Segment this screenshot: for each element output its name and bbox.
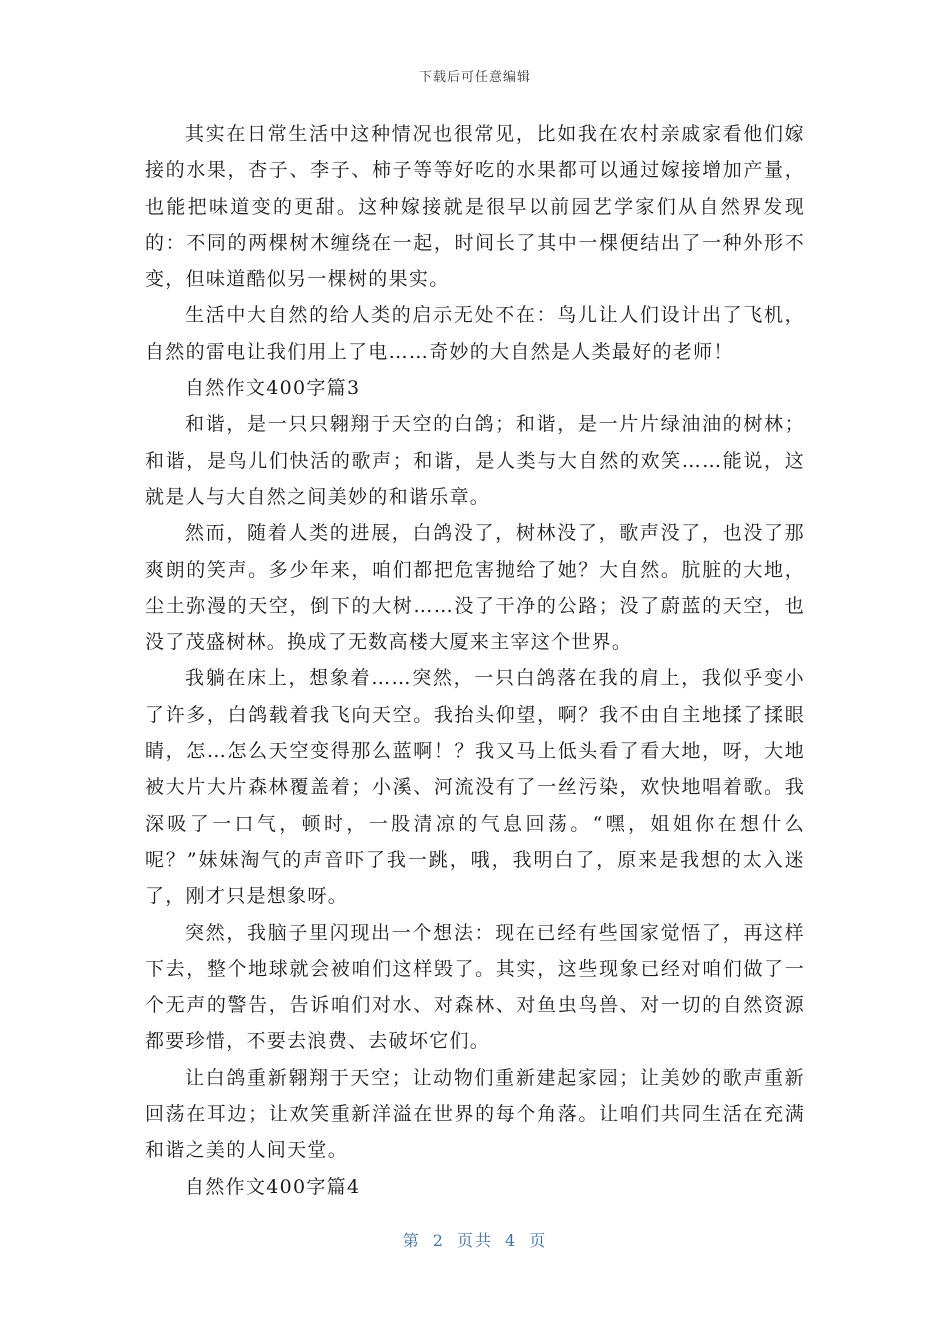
- page-label-mid: 页共: [456, 1231, 493, 1250]
- paragraph-heaven: 让白鸽重新翱翔于天空；让动物们重新建起家园；让美妙的歌声重新回荡在耳边；让欢笑重新洋溢在世界的每个角落。让咱们共同生活在充满和谐之美的人间天堂。: [145, 1066, 805, 1162]
- page-header: 下载后可任意编辑: [418, 70, 531, 85]
- page-footer: [0, 1228, 950, 1251]
- paragraph-imagination: 我躺在床上，想象着……突然，一只白鸽落在我的肩上，我似乎变小了许多，白鸽载着我飞向天空。我抬头仰望，啊？我不由自主地揉了揉眼睛，怎…怎么天空变得那么蓝啊！？我又马上低头看了看大地，呀，大地被大片大片森林覆盖着；小溪、河流没有了一丝污染，欢快地唱着歌。我深吸了一口气，顿时，一股清凉的气息回荡。“嘿，姐姐你在想什么呢？”妹妹淘气的声音吓了我一跳，哦，我明白了，原来是我想的太入迷了，刚才只是想象呀。: [145, 667, 805, 908]
- total-pages-number: 4: [505, 1231, 518, 1250]
- section-heading-4: 自然作文400字篇4: [185, 1175, 361, 1198]
- document-body: [145, 116, 805, 1205]
- paragraph-warning: 突然，我脑子里闪现出一个想法：现在已经有些国家觉悟了，再这样下去，整个地球就会被咱们这样毁了。其实，这些现象已经对咱们做了一个无声的警告，告诉咱们对水、对森林、对鱼虫鸟兽、对一切的自然资源都要珍惜，不要去浪费、去破坏它们。: [145, 921, 805, 1053]
- paragraph-nature-teacher: 生活中大自然的给人类的启示无处不在：鸟儿让人们设计出了飞机，自然的雷电让我们用上了电……奇妙的大自然是人类最好的老师！: [145, 304, 805, 363]
- current-page-number: 2: [432, 1231, 445, 1250]
- paragraph-grafting: 其实在日常生活中这种情况也很常见，比如我在农村亲戚家看他们嫁接的水果，杏子、李子、柿子等等好吃的水果都可以通过嫁接增加产量，也能把味道变的更甜。这种嫁接就是很早以前园艺学家们从自然界发现的：不同的两棵树木缠绕在一起，时间长了其中一棵便结出了一种外形不变，但味道酷似另一棵树的果实。: [145, 123, 805, 291]
- paragraph-harmony: 和谐，是一只只翱翔于天空的白鸽；和谐，是一片片绿油油的树林；和谐，是鸟儿们快活的歌声；和谐，是人类与大自然的欢笑……能说，这就是人与大自然之间美妙的和谐乐章。: [145, 413, 805, 508]
- page-label-prefix: 第: [402, 1231, 421, 1250]
- page-label-suffix: 页: [529, 1231, 548, 1250]
- section-heading-3: 自然作文400字篇3: [185, 377, 361, 400]
- paragraph-however: 然而，随着人类的进展，白鸽没了，树林没了，歌声没了，也没了那爽朗的笑声。多少年来，咱们都把危害抛给了她？大自然。肮脏的大地，尘土弥漫的天空，倒下的大树……没了干净的公路；没了蔚蓝的天空，也没了茂盛树林。换成了无数高楼大厦来主宰这个世界。: [145, 522, 805, 654]
